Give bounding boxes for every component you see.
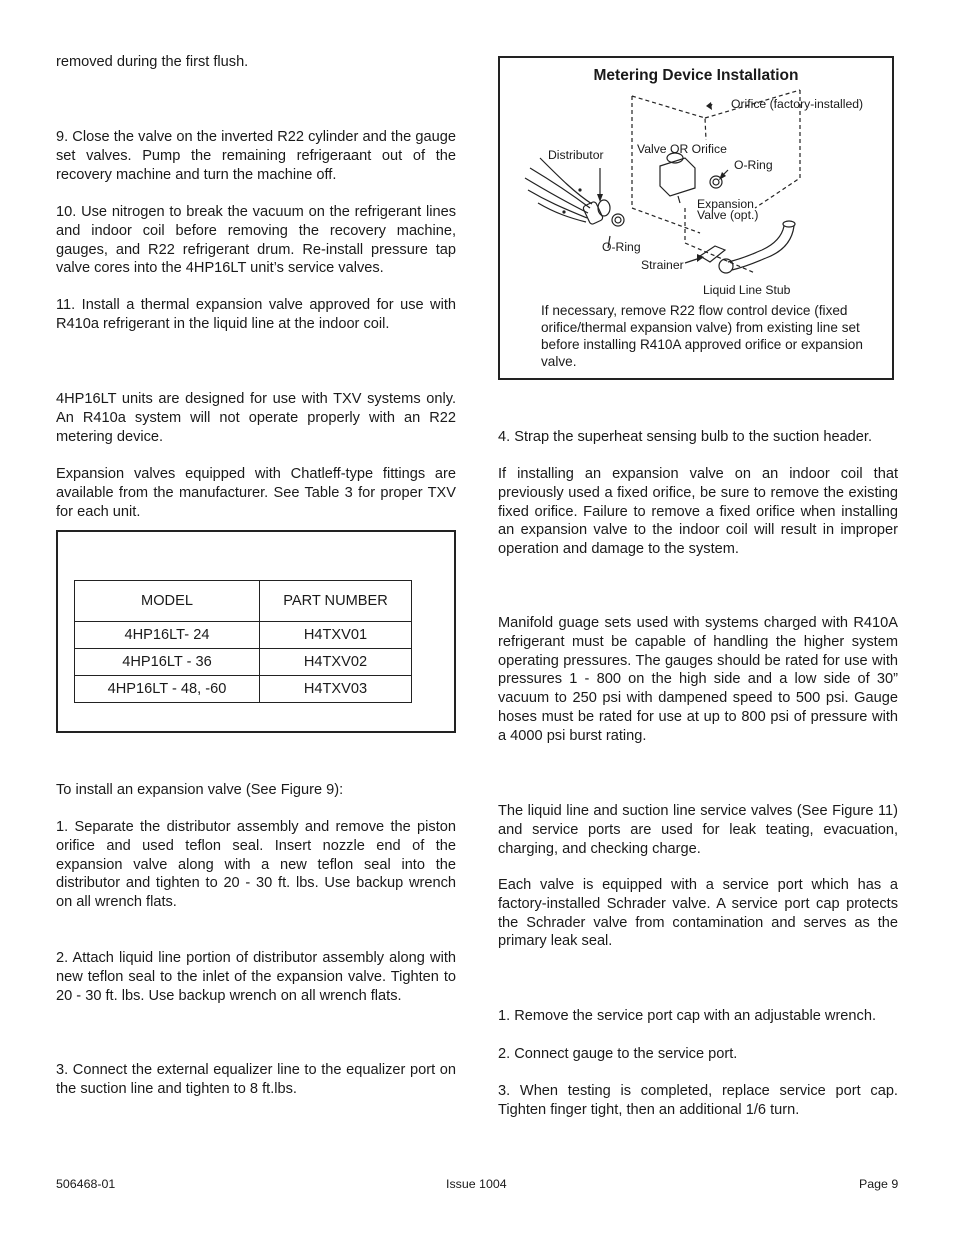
install-step-2: 2. Attach liquid line portion of distributor assembly along with new teflon seal to the inlet of the expansion valve. Tighten to 20 - 30 ft. lbs. Use backup wrench on all wrench flats. xyxy=(56,950,456,1004)
table-row xyxy=(75,649,412,676)
label-liquid-line-stub: Liquid Line Stub xyxy=(703,283,791,297)
chatleff-note: Expansion valves equipped with Chatleff-type fittings are available from the manufacturer. See Table 3 for proper TXV for each unit. xyxy=(56,466,456,520)
step-4: 4. Strap the superheat sensing bulb to the suction header. xyxy=(498,429,873,445)
metering-device-illustration xyxy=(500,58,892,298)
service-step-3: 3. When testing is completed, replace service port cap. Tighten finger tight, then an additional 1/6 turn. xyxy=(498,1083,898,1118)
footer-page-number: Page 9 xyxy=(859,1177,899,1191)
footer-issue: Issue 1004 xyxy=(446,1177,507,1191)
model-cell: 4HP16LT - 48, -60 xyxy=(75,676,260,703)
service-step-2: 2. Connect gauge to the service port. xyxy=(498,1046,738,1062)
header-model: MODEL xyxy=(75,581,260,622)
model-cell: 4HP16LT- 24 xyxy=(75,622,260,649)
table-header-row xyxy=(75,581,412,622)
service-step-1: 1. Remove the service port cap with an adjustable wrench. xyxy=(498,1008,877,1024)
metering-device-figure xyxy=(498,56,894,380)
fixed-orifice-warning: If installing an expansion valve on an indoor coil that previously used a fixed orifice, be sure to remove the existing fixed orifice. Failure to remove a fixed orifice when installing an expansion valve to the indoor coil will result in improper operation and damage to the system. xyxy=(498,466,898,558)
txv-intro: 4HP16LT units are designed for use with TXV systems only. An R410a system will not operate properly with an R22 metering device. xyxy=(56,391,456,445)
label-orifice: Orifice (factory-installed) xyxy=(731,97,864,111)
service-port-description: Each valve is equipped with a service port which has a factory-installed Schrader valve. A service port cap protects the Schrader valve from contamination and serves as the primary leak seal. xyxy=(498,877,898,950)
label-expansion-valve: Expansion Valve (opt.) xyxy=(697,197,759,222)
paragraph-continued: removed during the first flush. xyxy=(56,54,249,70)
txv-table-box xyxy=(56,530,456,733)
footer-doc-number: 506468-01 xyxy=(56,1177,116,1191)
part-number-cell: H4TXV02 xyxy=(260,649,412,676)
header-part-number: PART NUMBER xyxy=(260,581,412,622)
part-number-cell: H4TXV01 xyxy=(260,622,412,649)
label-o-ring-top: O-Ring xyxy=(734,158,773,172)
install-step-3: 3. Connect the external equalizer line to the equalizer port on the suction line and tighten to 8 ft.lbs. xyxy=(56,1062,456,1097)
install-step-1: 1. Separate the distributor assembly and remove the piston orifice and used teflon seal. Insert nozzle end of the expansion valve along with a new teflon seal into the distributor and tighten to 20 - 30 ft. lbs. Use backup wrench on all wrench flats. xyxy=(56,819,456,911)
step-9: 9. Close the valve on the inverted R22 cylinder and the gauge set valves. Pump the remaining refrigeraant out of the recovery machine and turn the machine off. xyxy=(56,129,456,183)
step-11: 11. Install a thermal expansion valve approved for use with R410a refrigerant in the liquid line at the indoor coil. xyxy=(56,297,456,332)
install-intro: To install an expansion valve (See Figure 9): xyxy=(56,782,344,798)
figure-caption: If necessary, remove R22 flow control device (fixed orifice/thermal expansion valve) from existing line set before installing R410A approved orifice or expansion valve. xyxy=(541,303,863,369)
label-strainer: Strainer xyxy=(641,258,684,272)
table-row xyxy=(75,676,412,703)
table-row xyxy=(75,622,412,649)
service-valves-intro: The liquid line and suction line service valves (See Figure 11) and service ports are used for leak teating, evacuation, charging, and checking charge. xyxy=(498,803,898,857)
step-10: 10. Use nitrogen to break the vacuum on the refrigerant lines and indoor coil before removing the recovery machine, gauges, and R22 refrigerant drum. Re-install pressure tap valve cores into the 4HP16LT unit’s service valves. xyxy=(56,204,456,277)
part-number-cell: H4TXV03 xyxy=(260,676,412,703)
gauge-requirements: Manifold guage sets used with systems charged with R410A refrigerant must be capable of handling the higher system operating pressures. The gauges should be rated for use with pressures 1 - 800 on the high side and a low side of 30” vacuum to 250 psi with dampened speed to 500 psi. Gauge hoses must be rated for use at up to 800 psi of pressure with a 4000 psi burst rating. xyxy=(498,615,898,744)
txv-parts-table xyxy=(74,580,412,703)
label-distributor: Distributor xyxy=(548,148,604,162)
label-valve-or-orifice: Valve OR Orifice xyxy=(637,142,727,156)
label-o-ring-bottom: O-Ring xyxy=(602,240,641,254)
model-cell: 4HP16LT - 36 xyxy=(75,649,260,676)
figure-title: Metering Device Installation xyxy=(593,67,799,84)
